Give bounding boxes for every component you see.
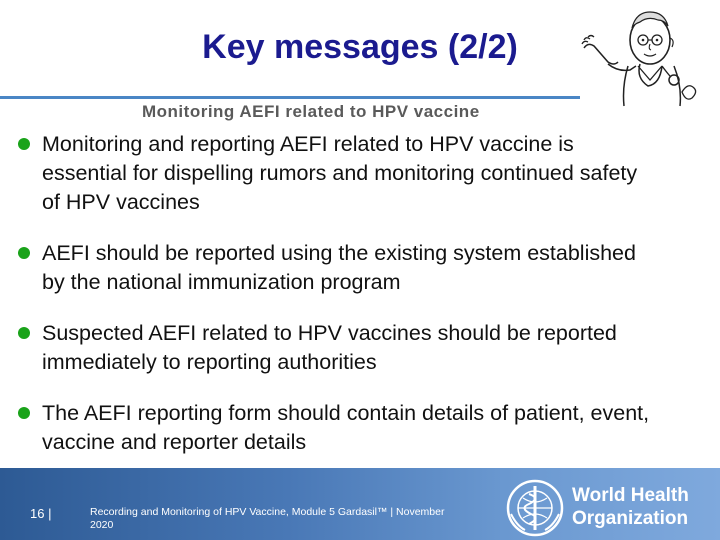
footer-caption: Recording and Monitoring of HPV Vaccine, Module 5 Gardasil™ | November 2020 <box>90 506 445 531</box>
bullet-text: Monitoring and reporting AEFI related to HPV vaccine is essential for dispelling rumors and monitoring continued safety of HPV vaccines <box>42 132 638 214</box>
list-item <box>18 130 658 217</box>
who-emblem-icon <box>505 478 565 538</box>
list-item <box>18 239 658 297</box>
green-dot-icon <box>18 407 30 419</box>
org-line-2: Organization <box>572 508 689 529</box>
bullet-text: The AEFI reporting form should contain details of patient, event, vaccine and reporter details <box>42 401 650 454</box>
green-dot-icon <box>18 138 30 150</box>
slide-subtitle: Monitoring AEFI related to HPV vaccine <box>142 102 480 121</box>
doctor-illustration <box>578 4 710 108</box>
org-line-1: World Health <box>572 485 689 506</box>
green-dot-icon <box>18 247 30 259</box>
slide-title: Key messages (2/2) <box>202 28 518 66</box>
who-wordmark <box>572 484 712 530</box>
key-message-list <box>18 130 658 457</box>
green-dot-icon <box>18 327 30 339</box>
bullet-text: Suspected AEFI related to HPV vaccines should be reported immediately to reporting authorities <box>42 321 617 374</box>
list-item <box>18 319 658 377</box>
title-divider <box>0 96 580 99</box>
list-item <box>18 399 658 457</box>
bullet-text: AEFI should be reported using the existing system established by the national immunization program <box>42 241 636 294</box>
page-number: 16 | <box>30 506 52 521</box>
